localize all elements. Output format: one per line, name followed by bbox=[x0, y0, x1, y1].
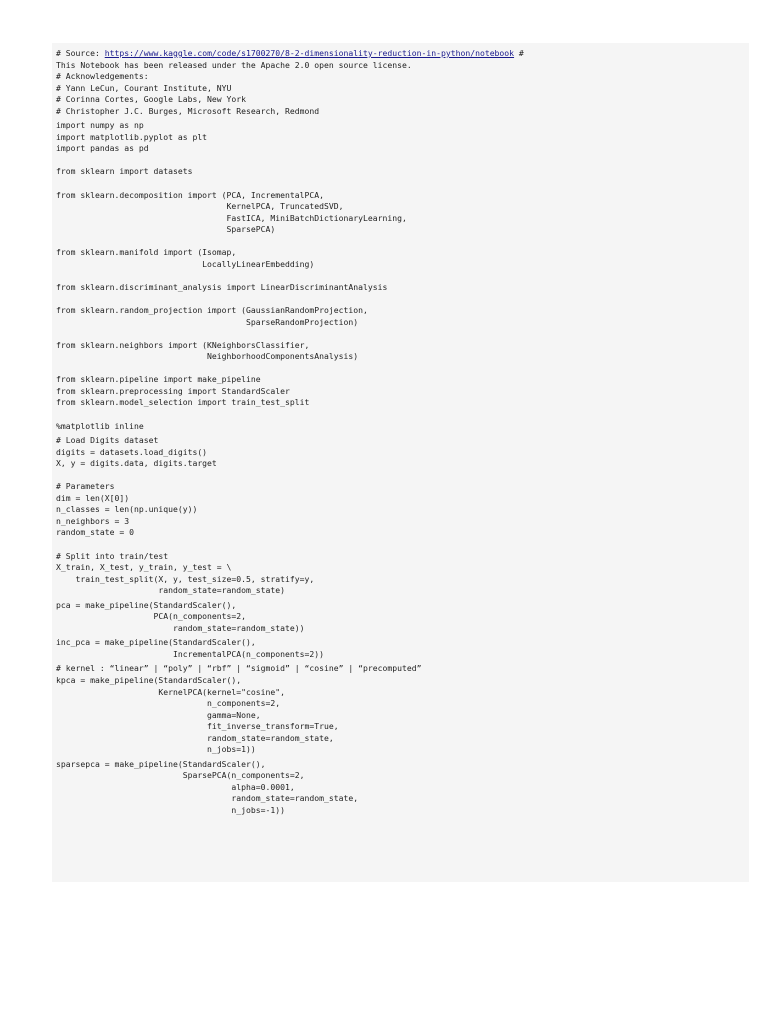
source-suffix: # bbox=[514, 48, 524, 58]
source-link[interactable]: https://www.kaggle.com/code/s1700270/8-2-dimensionality-reduction-in-python/notebook bbox=[104, 48, 515, 58]
license-line: This Notebook has been released under the Apache 2.0 open source license. bbox=[56, 59, 412, 70]
code-panel bbox=[52, 43, 749, 882]
code-cell-incremental-pca: inc_pca = make_pipeline(StandardScaler(), IncrementalPCA(n_components=2)) bbox=[56, 637, 325, 659]
code-cell-sparse-pca: sparsepca = make_pipeline(StandardScaler(), SparsePCA(n_components=2, alpha=0.0001, random_state=random_state, n_jobs=-1)) bbox=[56, 758, 359, 815]
acknowledgement-line: # Christopher J.C. Burges, Microsoft Research, Redmond bbox=[56, 105, 320, 116]
source-prefix: # Source: bbox=[56, 48, 105, 58]
source-line bbox=[56, 48, 749, 60]
acknowledgements-heading: # Acknowledgements: bbox=[56, 71, 149, 82]
code-cell-imports: import numpy as np import matplotlib.pyplot as plt import pandas as pd from sklearn import datasets from sklearn.decomposition import (PCA, IncrementalPCA, KernelPCA, TruncatedSVD, FastICA, MiniBatchDictionaryLearning, SparsePCA) from sklearn.manifold import (Isomap, LocallyLinearEmbedding) from sklearn.discriminant_analysis import LinearDiscriminantAnalysis from sklearn.random_projection import (GaussianRandomProjection, SparseRandomProjection) from sklearn.neighbors import (KNeighborsClassifier, NeighborhoodComponentsAnalysis) from sklearn.pipeline import make_pipeline from sklearn.preprocessing import StandardScaler from sklearn.model_selection import train_test_split %matplotlib inline bbox=[56, 120, 407, 431]
acknowledgement-line: # Corinna Cortes, Google Labs, New York bbox=[56, 94, 247, 105]
code-cell-pca: pca = make_pipeline(StandardScaler(), PCA(n_components=2, random_state=random_state)) bbox=[56, 599, 305, 633]
acknowledgement-line: # Yann LeCun, Courant Institute, NYU bbox=[56, 82, 232, 93]
code-cell-kernel-pca: # kernel : “linear” | “poly” | “rbf” | “sigmoid” | “cosine” | “precomputed” kpca = make_pipeline(StandardScaler(), KernelPCA(kernel="cosine", n_components=2, gamma=None, fit_inverse_transform=True, random_state=random_state, n_jobs=1)) bbox=[56, 663, 422, 755]
code-cell-load-data: # Load Digits dataset digits = datasets.load_digits() X, y = digits.data, digits.target # Parameters dim = len(X[0]) n_classes = len(np.unique(y)) n_neighbors = 3 random_state = 0 # Split into train/test X_train, X_test, y_train, y_test = \ train_test_split(X, y, test_size=0.5, stratify=y, random_state=random_state) bbox=[56, 435, 315, 596]
